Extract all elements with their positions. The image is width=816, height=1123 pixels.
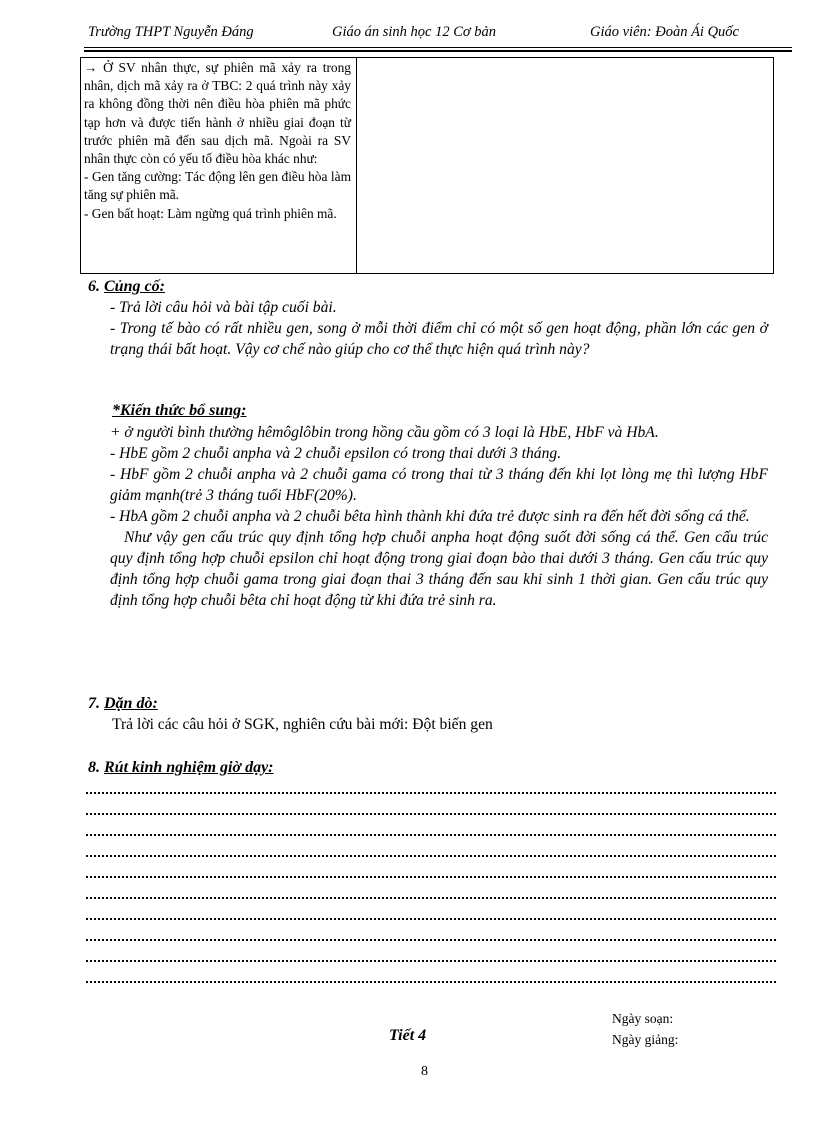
supplement-body bbox=[110, 422, 768, 611]
lesson-dates bbox=[612, 1008, 678, 1050]
dotted-line bbox=[86, 920, 776, 941]
table-left-paragraph: - Gen tăng cường: Tác động lên gen điều hòa làm tăng sự phiên mã. bbox=[84, 169, 351, 203]
dotted-line bbox=[86, 836, 776, 857]
page-header bbox=[84, 24, 792, 46]
dotted-line bbox=[86, 878, 776, 899]
section-7-text: Trả lời các câu hỏi ở SGK, nghiên cứu bài mới: Đột biến gen bbox=[112, 716, 493, 733]
notes-dotted-lines bbox=[86, 773, 776, 983]
section-6-line: - Trong tế bào có rất nhiều gen, song ở mỗi thời điểm chỉ có một số gen hoạt động, phần lớn các gen ở trạng thái bất hoạt. Vậy cơ chế nào giúp cho cơ thể thực hiện quá trình này? bbox=[110, 320, 768, 358]
section-7-title: Dặn dò: bbox=[104, 695, 158, 712]
table-left-cell bbox=[84, 59, 351, 223]
section-8-title: Rút kinh nghiệm giờ dạy: bbox=[104, 759, 274, 776]
table-left-paragraph: → Ở SV nhân thực, sự phiên mã xảy ra trong nhân, dịch mã xảy ra ở TBC: 2 quá trình này xảy ra không đồng thời nên điều hòa phiên mã phức tạp hơn và được tiến hành ở nhiều giai đoạn từ trước phiên mã đến sau dịch mã. Ngoài ra SV nhân thực còn có yếu tố điều hòa khác như: bbox=[84, 60, 351, 167]
dotted-line bbox=[86, 857, 776, 878]
dotted-line bbox=[86, 941, 776, 962]
dotted-line bbox=[86, 773, 776, 794]
supplement-line: - HbF gồm 2 chuỗi anpha và 2 chuỗi gama có trong thai từ 3 tháng đến khi lọt lòng mẹ thì lượng HbF giảm mạnh(trẻ 3 tháng tuổi HbF(20%). bbox=[110, 466, 768, 504]
dotted-line bbox=[86, 794, 776, 815]
section-6-title: Củng cố: bbox=[104, 278, 165, 295]
table-column-divider bbox=[356, 58, 357, 273]
lesson-period-title: Tiết 4 bbox=[389, 1027, 427, 1044]
dotted-line bbox=[86, 899, 776, 920]
section-7-heading bbox=[88, 695, 158, 713]
supplement-summary: Như vậy gen cấu trúc quy định tổng hợp chuỗi anpha hoạt động suốt đời sống cá thể. Gen cấu trúc quy định tổng hợp chuỗi epsilon chỉ hoạt động trong giai đoạn bào thai dưới 3 tháng. Gen cấu trúc quy định tổng hợp chuỗi gama trong giai đoạn thai 3 tháng đến sau khi sinh 1 thời gian. Gen cấu trúc quy định tổng hợp chuỗi bêta chỉ hoạt động từ khi đứa trẻ sinh ra. bbox=[110, 529, 768, 609]
date-taught-label: Ngày giảng: bbox=[612, 1032, 679, 1047]
section-6-body bbox=[110, 297, 768, 360]
header-document-title: Giáo án sinh học 12 Cơ bản bbox=[332, 24, 497, 40]
section-6-heading bbox=[88, 278, 165, 296]
dotted-line bbox=[86, 962, 776, 983]
date-prepared-label: Ngày soạn: bbox=[612, 1011, 674, 1026]
header-teacher: Giáo viên: Đoàn Ái Quốc bbox=[590, 24, 739, 40]
supplement-heading bbox=[112, 402, 247, 420]
supplement-title: *Kiến thức bổ sung: bbox=[112, 402, 247, 419]
header-rule-thick bbox=[84, 50, 792, 52]
header-rule-thin bbox=[84, 47, 792, 48]
section-7-number: 7. bbox=[88, 695, 100, 712]
lesson-table bbox=[80, 57, 774, 274]
page-number: 8 bbox=[421, 1064, 428, 1079]
section-8-number: 8. bbox=[88, 759, 100, 776]
section-6-line: - Trả lời câu hỏi và bài tập cuối bài. bbox=[110, 299, 337, 316]
supplement-line: - HbE gồm 2 chuỗi anpha và 2 chuỗi epsilon có trong thai dưới 3 tháng. bbox=[110, 445, 562, 462]
section-6-number: 6. bbox=[88, 278, 100, 295]
table-left-paragraph: - Gen bất hoạt: Làm ngừng quá trình phiên mã. bbox=[84, 205, 337, 221]
supplement-line: + ở người bình thường hêmôglôbin trong hồng cầu gồm có 3 loại là HbE, HbF và HbA. bbox=[110, 424, 659, 441]
supplement-line: - HbA gồm 2 chuỗi anpha và 2 chuỗi bêta hình thành khi đứa trẻ được sinh ra đến hết đời sống cá thể. bbox=[110, 508, 750, 525]
dotted-line bbox=[86, 815, 776, 836]
header-school: Trường THPT Nguyễn Đáng bbox=[88, 24, 254, 40]
